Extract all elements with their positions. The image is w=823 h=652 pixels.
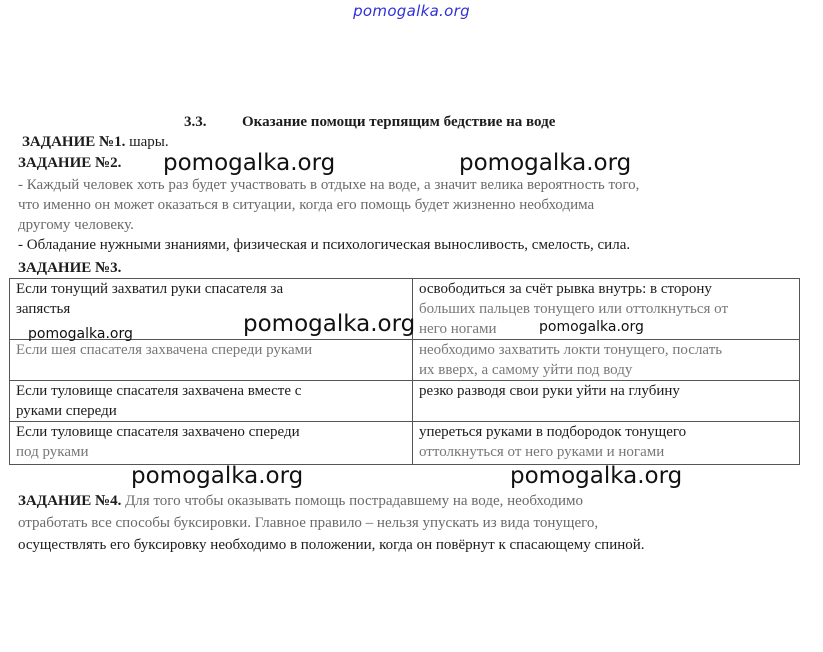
watermark: pomogalka.org <box>243 311 416 337</box>
task4-line-2: отработать все способы буксировки. Главное правило – нельзя упускать из вида тонущего, <box>18 515 599 531</box>
cell-line: запястья <box>16 301 71 317</box>
task4-label: ЗАДАНИЕ №4. <box>18 493 122 509</box>
task3-label: ЗАДАНИЕ №3. <box>18 260 122 276</box>
watermark: pomogalka.org <box>28 326 133 342</box>
table-cell-situation <box>10 381 413 422</box>
cell-line: упереться руками в подбородок тонущего <box>419 424 687 440</box>
cell-line: него ногами <box>419 321 497 337</box>
task2-label: ЗАДАНИЕ №2. <box>18 155 122 171</box>
cell-line: оттолкнуться от него руками и ногами <box>419 444 665 460</box>
table-cell-situation <box>10 340 413 381</box>
task2-line-2: что именно он может оказаться в ситуации, когда его помощь будет жизненно необходима <box>18 197 595 213</box>
watermark: pomogalka.org <box>539 319 644 335</box>
cell-line: под руками <box>16 444 89 460</box>
section-title <box>184 114 555 131</box>
cell-line: Если туловище спасателя захвачена вместе с <box>16 383 302 399</box>
task1-text: шары. <box>129 134 169 150</box>
task4-line-3: осуществлять его буксировку необходимо в положении, когда он повёрнут к спасающему спиной. <box>18 537 645 553</box>
task2-line-4: - Обладание нужными знаниями, физическая и психологическая выносливость, смелость, сила. <box>18 237 631 253</box>
table-row <box>10 340 800 381</box>
cell-line: Если шея спасателя захвачена спереди руками <box>16 342 313 358</box>
task2-line-3: другому человеку. <box>18 217 134 233</box>
task1-label: ЗАДАНИЕ №1. <box>22 134 126 150</box>
table-row <box>10 422 800 465</box>
watermark: pomogalka.org <box>510 463 683 489</box>
section-number: 3.3. <box>184 114 207 130</box>
watermark: pomogalka.org <box>163 150 336 176</box>
task1-line <box>22 133 169 152</box>
task2-line-1: - Каждый человек хоть раз будет участвовать в отдыхе на воде, а значит велика вероятность того, <box>18 177 640 193</box>
table-cell-situation <box>10 422 413 465</box>
section-title-text: Оказание помощи терпящим бедствие на воде <box>242 114 556 130</box>
task4-text-1: Для того чтобы оказывать помощь пострадавшему на воде, необходимо <box>125 493 584 509</box>
cell-line: освободиться за счёт рывка внутрь: в сторону <box>419 281 712 297</box>
site-header-link[interactable]: pomogalka.org <box>353 2 470 20</box>
table-cell-action <box>413 422 800 465</box>
table-row <box>10 381 800 422</box>
cell-line: Если туловище спасателя захвачено спереди <box>16 424 300 440</box>
watermark: pomogalka.org <box>131 463 304 489</box>
cell-line: необходимо захватить локти тонущего, послать <box>419 342 723 358</box>
cell-line: Если тонущий захватил руки спасателя за <box>16 281 284 297</box>
cell-line: больших пальцев тонущего или оттолкнуться от <box>419 301 729 317</box>
task3-table <box>9 278 800 465</box>
table-cell-action <box>413 381 800 422</box>
cell-line: резко разводя свои руки уйти на глубину <box>419 383 680 399</box>
task4-line-1 <box>18 492 583 511</box>
watermark: pomogalka.org <box>459 150 632 176</box>
table-cell-action <box>413 340 800 381</box>
cell-line: руками спереди <box>16 403 117 419</box>
cell-line: их вверх, а самому уйти под воду <box>419 362 633 378</box>
